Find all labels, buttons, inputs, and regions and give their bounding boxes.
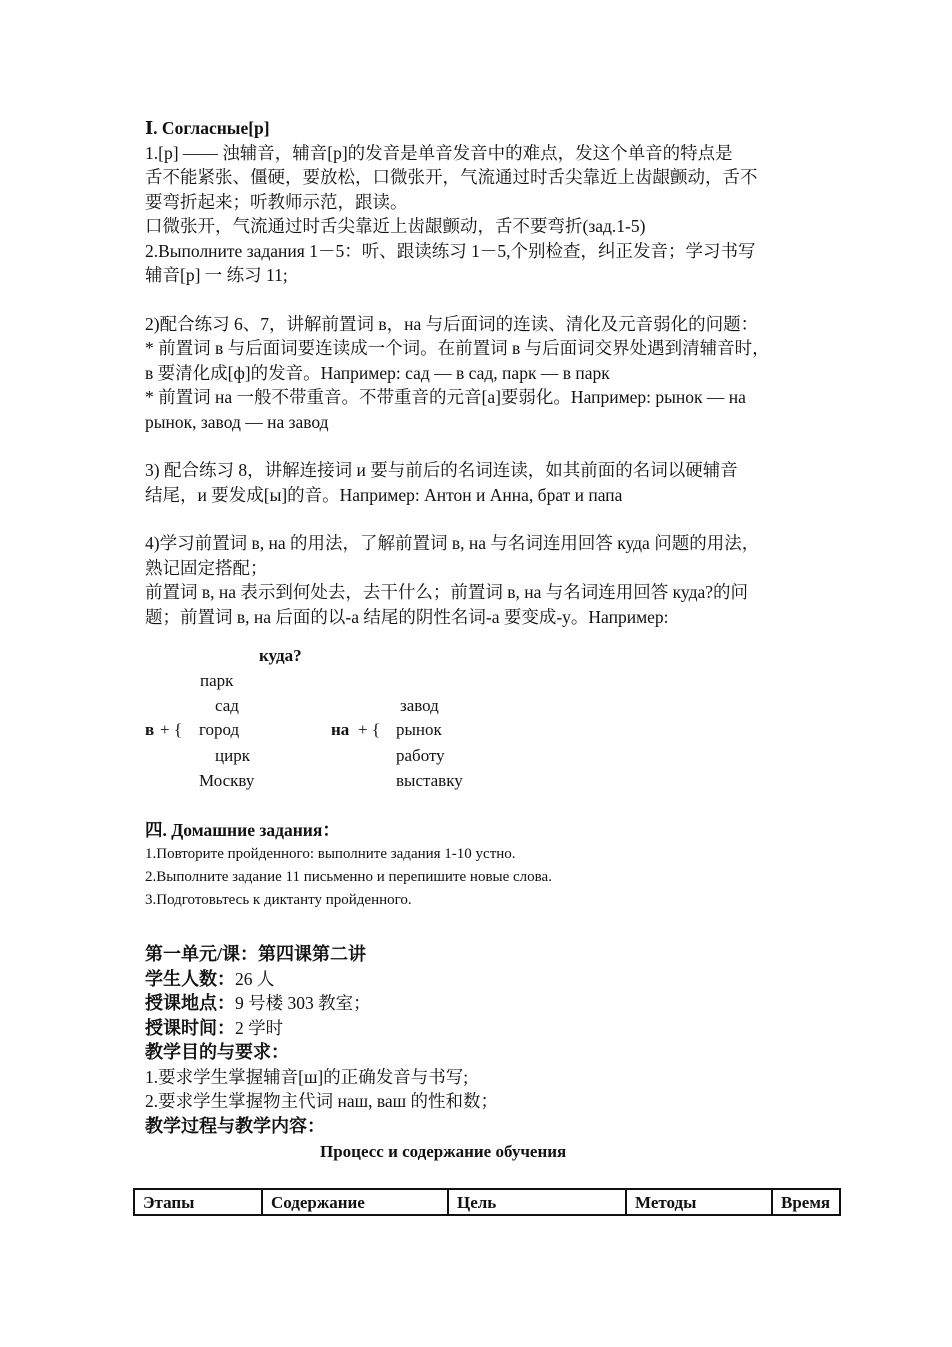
document-body (145, 116, 825, 629)
lesson-title: 第一单元/课：第四课第二讲 (145, 944, 366, 964)
column-header: Методы (626, 1189, 772, 1215)
column-header: Содержание (262, 1189, 448, 1215)
paragraph-4 (145, 531, 825, 629)
time-value: 2 学时 (235, 1017, 284, 1038)
homework-item: 3.Подготовьтесь к диктанту пройденного. (145, 891, 412, 908)
v-plus-brace: + { (160, 720, 182, 739)
text-line: 前置词 в, на 表示到何处去，去干什么；前置词 в, на 与名词连用回答 куда?的问 (145, 582, 749, 602)
lesson-info (145, 942, 825, 1138)
process-label: 教学过程与教学内容： (145, 1115, 325, 1136)
text-line: 2.Выполните задания 1－5：听、跟读练习 1－5,个别检查，纠正发音；学习书写 (145, 240, 756, 261)
na-plus-brace: + { (358, 720, 380, 739)
process-table (133, 1188, 841, 1216)
na-label: на (331, 720, 350, 739)
column-header: Этапы (134, 1189, 262, 1215)
goal-item: 2.要求学生掌握物主代词 наш, ваш 的性和数； (145, 1091, 499, 1111)
place-label: 授课地点： (145, 993, 235, 1013)
table-header-row (134, 1189, 840, 1215)
homework-heading: 四. Домашние задания： (145, 820, 340, 840)
na-word: работу (396, 746, 445, 765)
column-header: Время (772, 1189, 840, 1215)
text-line: 要弯折起来；听教师示范，跟读。 (145, 191, 408, 212)
na-word: рынок (396, 720, 442, 739)
column-header: Цель (448, 1189, 626, 1215)
text-line: в 要清化成[ф]的发音。Например: сад — в сад, парк — в парк (145, 362, 610, 383)
scheme-question: куда? (259, 646, 302, 665)
text-line: 舌不能紧张、僵硬，要放松，口微张开，气流通过时舌尖靠近上齿龈颤动，舌不 (145, 167, 758, 187)
text-line: 口微张开，气流通过时舌尖靠近上齿龈颤动，舌不要弯折(зад.1-5) (145, 216, 646, 236)
students-label: 学生人数： (145, 968, 235, 989)
v-word: парк (200, 671, 234, 690)
text-line: * 前置词 в 与后面词要连读成一个词。在前置词 в 与后面词交界处遇到清辅音时， (145, 338, 770, 358)
v-label: в (145, 720, 155, 739)
text-line: 结尾，и 要发成[ы]的音。Например: Антон и Анна, брат и папа (145, 484, 623, 505)
homework-section (145, 818, 825, 912)
homework-item: 1.Повторите пройденного: выполните задания 1-10 устно. (145, 845, 516, 862)
homework-item: 2.Выполните задание 11 письменно и перепишите новые слова. (145, 868, 552, 885)
na-word: завод (400, 696, 439, 715)
v-word: сад (215, 696, 239, 715)
section-heading: Ⅰ. Согласные[р] (145, 118, 270, 138)
text-line: 题；前置词 в, на 后面的以-а 结尾的阴性名词-а 要变成-у。Например: (145, 606, 669, 627)
text-line: * 前置词 на 一般不带重音。不带重音的元音[а]要弱化。Например: рынок — на (145, 387, 746, 407)
students-value: 26 人 (235, 968, 275, 989)
text-line: 3) 配合练习 8，讲解连接词 и 要与前后的名词连读，如其前面的名词以硬辅音 (145, 460, 738, 480)
text-line: 2)配合练习 6、7，讲解前置词 в，на 与后面词的连读、清化及元音弱化的问题： (145, 313, 759, 334)
paragraph-2 (145, 312, 825, 435)
text-line: 1.[р] —— 浊辅音，辅音[р]的发音是单音发音中的难点，发这个单音的特点是 (145, 142, 733, 163)
paragraph-1 (145, 141, 825, 288)
goals-label: 教学目的与要求： (145, 1042, 289, 1062)
na-word: выставку (396, 771, 463, 790)
v-word: город (199, 720, 240, 739)
place-value: 9 号楼 303 教室； (235, 993, 371, 1013)
text-line: 4)学习前置词 в, на 的用法，了解前置词 в, на 与名词连用回答 куда 问题的用法， (145, 533, 760, 553)
text-line: рынок, завод — на завод (145, 411, 329, 432)
paragraph-3 (145, 458, 825, 507)
v-word: Москву (199, 771, 255, 790)
text-line: 熟记固定搭配； (145, 557, 268, 578)
table-title: Процесс и содержание обучения (320, 1142, 567, 1161)
goal-item: 1.要求学生掌握辅音[ш]的正确发音与书写; (145, 1066, 469, 1087)
v-word: цирк (215, 746, 250, 765)
text-line: 辅音[р] 一 练习 11; (145, 265, 288, 285)
time-label: 授课时间： (145, 1017, 235, 1038)
